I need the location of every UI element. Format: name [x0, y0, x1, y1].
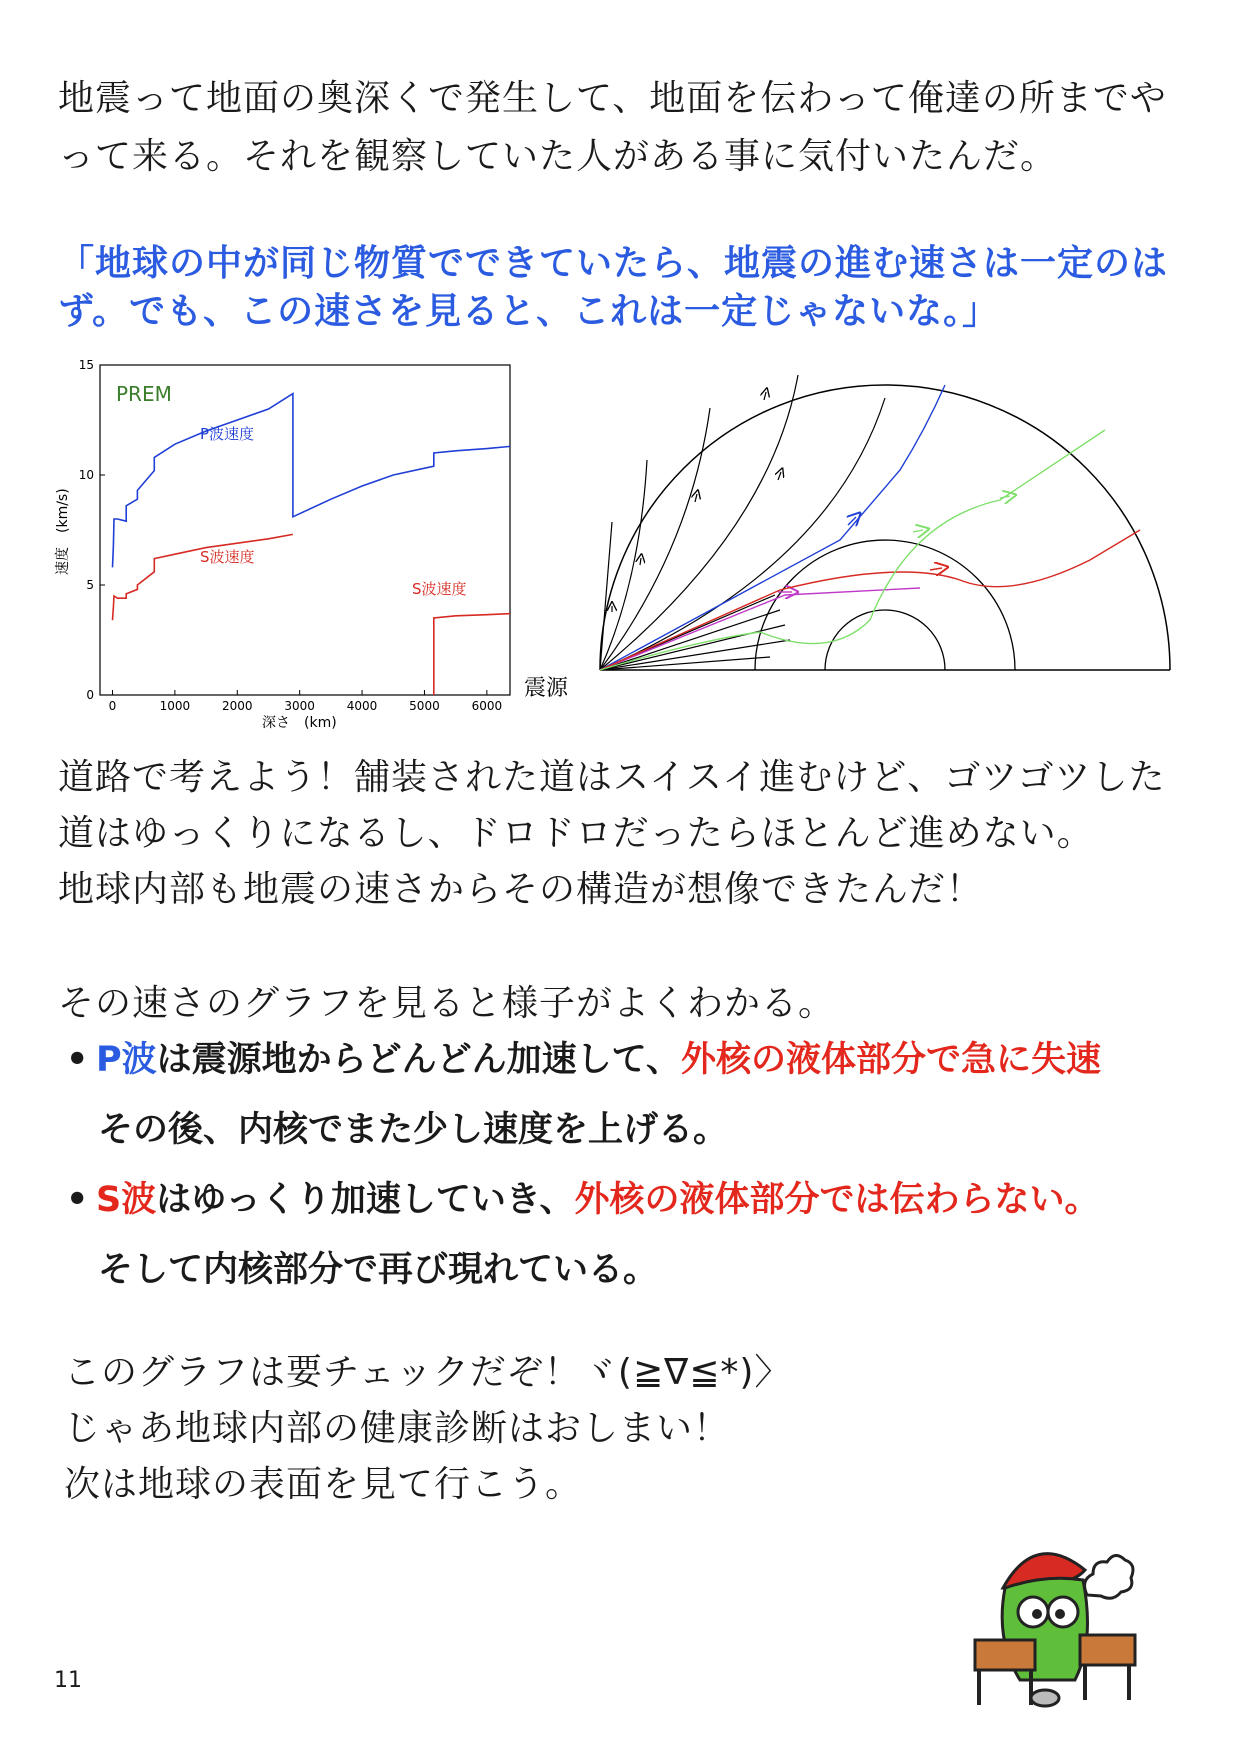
x-tick-label-3: 3000: [284, 699, 315, 713]
s-wave-highlight: 外核の液体部分では伝わらない。: [574, 1180, 1100, 1220]
ray-arrow-5: [764, 392, 766, 400]
mascot-pupil-left: [1032, 1609, 1042, 1619]
chart-xlabel: 深さ (km): [262, 715, 337, 731]
intro-paragraph: [58, 70, 1188, 186]
x-tick-label-2: 2000: [221, 699, 253, 713]
chart-frame: [100, 365, 510, 695]
s-wave-line-2: そして内核部分で再び現れている。: [98, 1250, 659, 1290]
chart-series: [113, 394, 511, 695]
p-wave-text: は震源地からどんどん加速して、: [156, 1040, 681, 1080]
wave-propagation-diagram: [524, 370, 1190, 701]
mascot-desk-right: [1080, 1635, 1135, 1665]
prem-velocity-chart: [50, 355, 530, 735]
mascot-desk: [975, 1640, 1035, 1670]
ray-arrow-4: [778, 472, 781, 480]
p-wave-ray: [600, 385, 945, 670]
x-tick-label-1: 1000: [159, 699, 191, 713]
x-tick-label-5: 5000: [409, 699, 440, 713]
closing-paragraph: [64, 1345, 1194, 1513]
ray-2: [600, 460, 647, 670]
ray-3: [600, 408, 710, 670]
y-tick-label-3: 15: [78, 358, 94, 372]
ray-arrow-3: [695, 494, 697, 502]
inner-core-arc: [825, 610, 945, 670]
road-line-2: 道はゆっくりになるし、ドロドロだったらほとんど進めない。: [58, 813, 1094, 854]
red-ray: [600, 530, 1140, 670]
green-arrow-2: [1000, 496, 1010, 498]
ray-5: [600, 398, 885, 670]
series-line-2: [434, 614, 510, 695]
road-paragraph: [58, 750, 1188, 918]
quote-line-1: 「地球の中が同じ物質でできていたら、地震の進む速さは一定のは: [58, 243, 1169, 284]
graph-intro-line: その速さのグラフを見ると様子がよくわかる。: [58, 983, 836, 1024]
source-label: 震源: [524, 676, 569, 701]
s-wave-term: S波: [96, 1180, 157, 1220]
mascot-smoke: [1085, 1555, 1133, 1598]
x-tick-label-0: 0: [108, 699, 117, 713]
road-line-1: 道路で考えよう！舗装された道はスイスイ進むけど、ゴツゴツした: [58, 757, 1166, 798]
y-tick-label-2: 10: [78, 468, 94, 482]
red-arrow: [930, 568, 942, 570]
closing-line-3: 次は地球の表面を見て行こう。: [64, 1464, 583, 1505]
quote-paragraph: [58, 240, 1188, 336]
closing-line-1: このグラフは要チェックだぞ！ヾ(≧∇≦*)〉: [64, 1352, 792, 1393]
x-tick-label-6: 6000: [471, 699, 503, 713]
y-tick-label-1: 5: [86, 578, 94, 592]
chart-ylabel: 速度 (km/s): [55, 488, 71, 575]
page-number: 11: [54, 1668, 82, 1693]
mascot-pupil-right: [1055, 1609, 1065, 1619]
x-tick-label-4: 4000: [346, 699, 378, 713]
y-tick-label-0: 0: [86, 688, 94, 702]
legend-s-wave-core: S波速度: [412, 580, 467, 598]
legend-p-wave: P波速度: [200, 425, 255, 443]
legend-s-wave-mantle: S波速度: [200, 548, 255, 566]
chart-title: PREM: [116, 382, 172, 406]
closing-line-2: じゃあ地球内部の健康診断はおしまい！: [64, 1408, 731, 1449]
p-wave-highlight: 外核の液体部分で急に失速: [680, 1040, 1101, 1080]
p-wave-term: P波: [96, 1040, 157, 1080]
black-rays: [600, 375, 885, 670]
mascot-illustration: [965, 1530, 1145, 1710]
intro-line-2: って来る。それを観察していた人がある事に気付いたんだ。: [58, 136, 1058, 177]
bullet-p-wave: • P波は震源地からどんどん加速して、外核の液体部分で急に失速 その後、内核でまた少し速度を上げる。: [66, 1025, 1196, 1165]
s-wave-text: はゆっくり加速していき、: [156, 1180, 575, 1220]
green-arrow-1: [913, 530, 923, 532]
road-line-3: 地球内部も地震の速さからその構造が想像できたんだ！: [58, 869, 984, 910]
bullet-s-wave: • S波はゆっくり加速していき、外核の液体部分では伝わらない。 そして内核部分で再び現れている。: [66, 1165, 1196, 1305]
ray-arrow-2: [640, 558, 641, 565]
green-ray: [600, 430, 1105, 670]
p-wave-line-2: その後、内核でまた少し速度を上げる。: [98, 1110, 729, 1150]
ray-7: [600, 610, 780, 670]
mascot-foot: [1031, 1690, 1059, 1706]
series-line-0: [113, 394, 511, 568]
quote-line-2: ず。でも、この速さを見ると、これは一定じゃないな。」: [58, 291, 1000, 332]
intro-line-1: 地震って地面の奥深くで発生して、地面を伝わって俺達の所までや: [58, 78, 1167, 119]
outer-core-arc: [755, 540, 1015, 670]
